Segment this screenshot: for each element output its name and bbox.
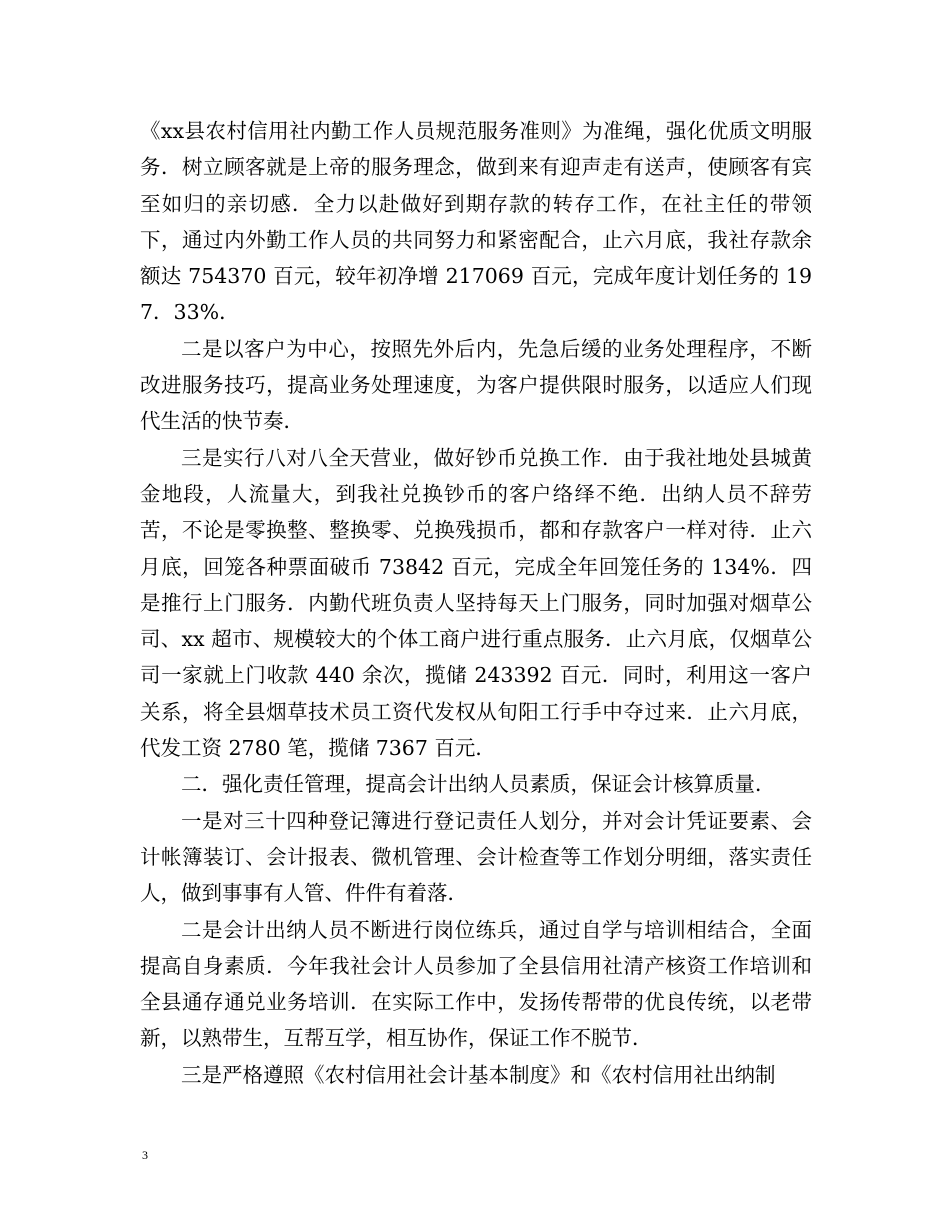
document-body — [140, 113, 812, 1093]
section-heading-responsibility: 二．强化责任管理，提高会计出纳人员素质，保证会计核算质量． — [181, 772, 776, 797]
paragraph-full-day-service: 三是实行八对八全天营业，做好钞币兑换工作．由于我社地处县城黄金地段，人流量大，到我社兑换钞币的客户络绎不绝．出纳人员不辞劳苦，不论是零换整、整换零、兑换残损币，都和存款客户一样对待．止六月底，回笼各种票面破币 73842 百元，完成全年回笼任务的 134%．四是推行上门服务．内勤代班负责人坚持每天上门服务，同时加强对烟草公司、xx 超市、规模较大的个体工商户进行重点服务．止六月底，仅烟草公司一家就上门收款 440 余次，揽储 243392 百元．同时，利用这一客户关系，将全县烟草技术员工资代发权从旬阳工行手中夺过来．止六月底，代发工资 2780 笔，揽储 7367 百元． — [140, 445, 812, 761]
paragraph-continuation: 《xx县农村信用社内勤工作人员规范服务准则》为准绳，强化优质文明服务．树立顾客就是上帝的服务理念，做到来有迎声走有送声，使顾客有宾至如归的亲切感．全力以赴做好到期存款的转存工作，在社主任的带领下，通过内外勤工作人员的共同努力和紧密配合，止六月底，我社存款余额达 754370 百元，较年初净增 217069 百元，完成年度计划任务的 197．33%． — [140, 119, 812, 325]
paragraph-customer-centered: 二是以客户为中心，按照先外后内，先急后缓的业务处理程序，不断改进服务技巧，提高业务处理速度，为客户提供限时服务，以适应人们现代生活的快节奏． — [140, 336, 812, 434]
paragraph-accounting-rules: 三是严格遵照《农村信用社会计基本制度》和《农村信用社出纳制 — [181, 1062, 776, 1087]
paragraph-staff-training: 二是会计出纳人员不断进行岗位练兵，通过自学与培训相结合，全面提高自身素质．今年我社会计人员参加了全县信用社清产核资工作培训和全县通存通兑业务培训．在实际工作中，发扬传帮带的优良传统，以老带新，以熟带生，互帮互学，相互协作，保证工作不脱节． — [140, 917, 812, 1051]
page-number: 3 — [142, 1148, 148, 1162]
paragraph-register-responsibility: 一是对三十四种登记簿进行登记责任人划分，并对会计凭证要素、会计帐簿装订、会计报表、微机管理、会计检查等工作划分明细，落实责任人，做到事事有人管、件件有着落． — [140, 808, 812, 906]
